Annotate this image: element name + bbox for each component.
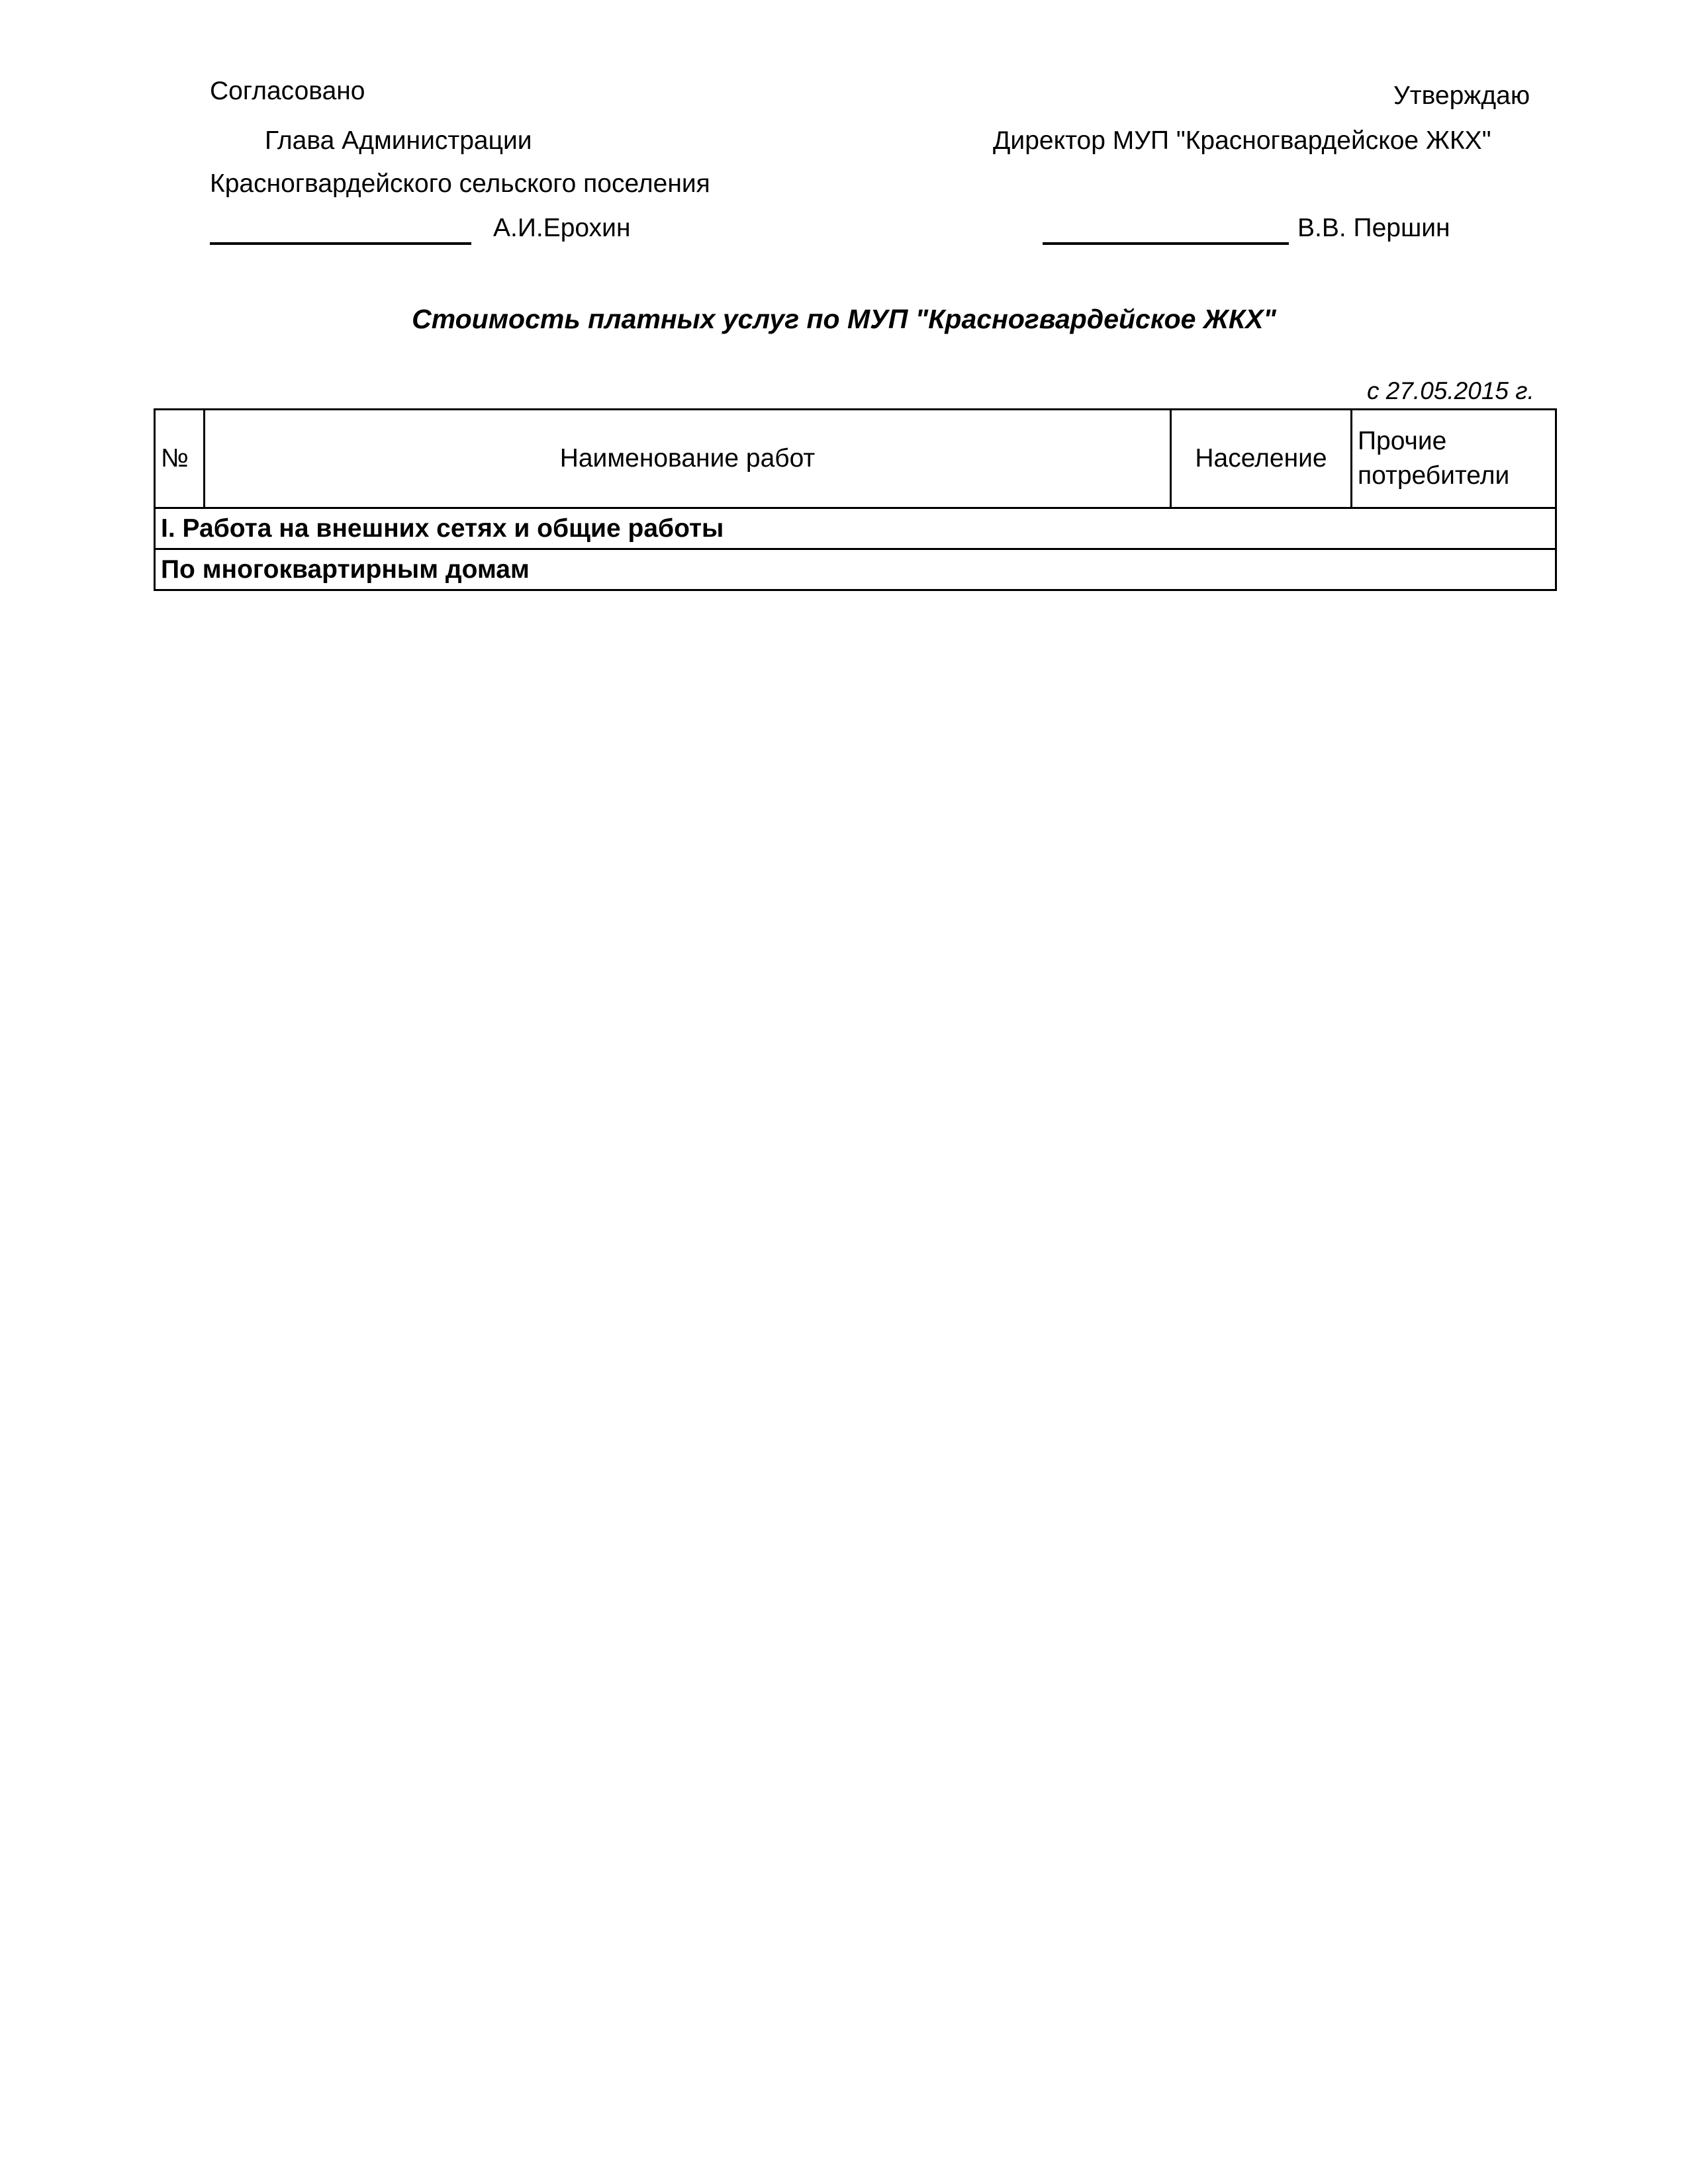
column-header-other: Прочие потребители <box>1352 410 1556 508</box>
right-signature-line <box>1043 242 1289 245</box>
section-header-row <box>155 508 1556 549</box>
head-of-administration-label: Глава Администрации <box>265 126 532 155</box>
section-header-row <box>155 549 1556 590</box>
price-table <box>154 408 1557 591</box>
left-signer-name: А.И.Ерохин <box>493 214 631 242</box>
effective-date: с 27.05.2015 г. <box>1367 377 1534 404</box>
table-header-row <box>155 410 1556 508</box>
section-title: По многоквартирным домам <box>155 549 1556 590</box>
director-label: Директор МУП "Красногвардейское ЖКХ" <box>993 126 1491 155</box>
column-header-name: Наименование работ <box>205 410 1171 508</box>
column-header-number: № <box>155 410 205 508</box>
document-title: Стоимость платных услуг по МУП "Красногвардейское ЖКХ" <box>412 304 1276 334</box>
section-title: I. Работа на внешних сетях и общие работы <box>155 508 1556 549</box>
column-header-population: Население <box>1171 410 1352 508</box>
left-signature-line <box>210 242 471 245</box>
agreed-label: Согласовано <box>210 77 365 105</box>
approve-label: Утверждаю <box>1393 81 1530 110</box>
right-signer-name: В.В. Першин <box>1297 214 1450 242</box>
settlement-label: Красногвардейского сельского поселения <box>210 169 710 198</box>
